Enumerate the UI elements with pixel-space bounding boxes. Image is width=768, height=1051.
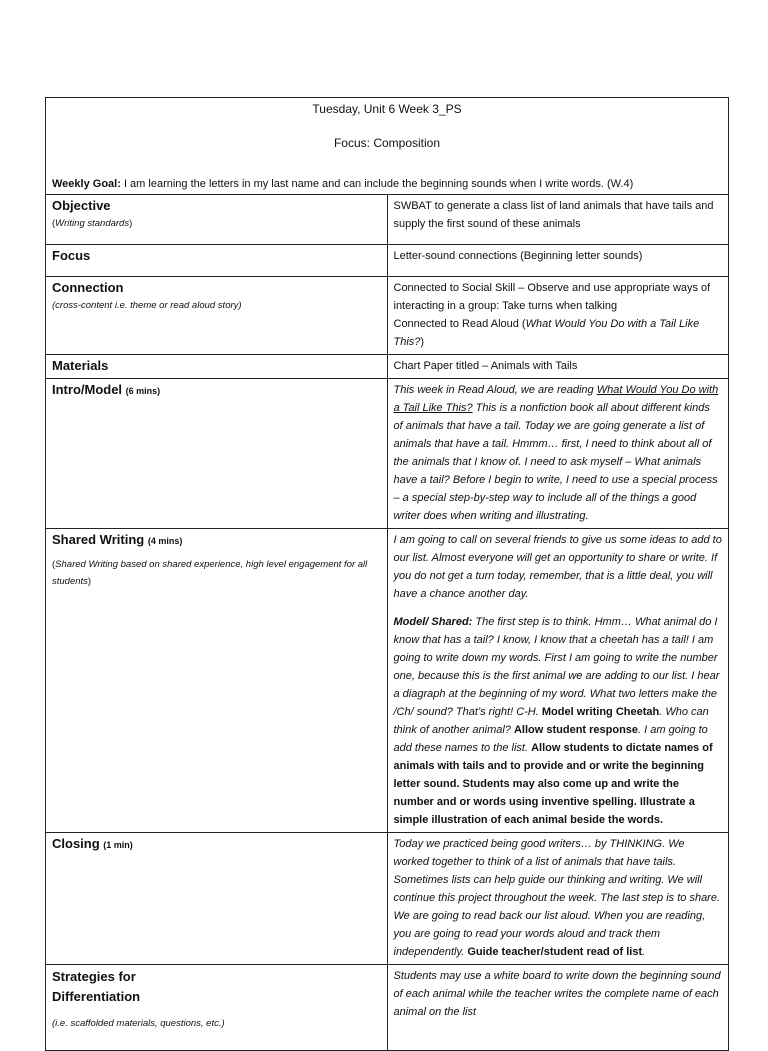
lesson-title: Tuesday, Unit 6 Week 3_PS	[312, 102, 462, 116]
lesson-plan-table	[45, 97, 729, 1051]
weekly-goal-text: I am learning the letters in my last name and can include the beginning sounds when I write words. (W.4)	[120, 178, 634, 190]
strategies-row	[46, 965, 729, 1051]
focus-text: Letter-sound connections (Beginning letter sounds)	[387, 245, 729, 277]
objective-label-cell	[46, 195, 388, 245]
objective-subtitle: (Writing standards)	[52, 218, 133, 229]
closing-duration: (1 min)	[103, 840, 133, 850]
closing-row	[46, 833, 729, 965]
materials-label-cell	[46, 355, 388, 379]
shared-writing-row	[46, 529, 729, 833]
connection-line-1: Connected to Social Skill – Observe and use appropriate ways of interacting in a group: Take turns when talking	[393, 282, 711, 312]
lesson-plan-document	[45, 97, 729, 1051]
weekly-goal	[52, 177, 722, 192]
objective-label: Objective	[52, 198, 111, 213]
intro-label: Intro/Model (6 mins)	[52, 382, 161, 397]
closing-label: Closing (1 min)	[52, 836, 133, 851]
shared-writing-para-2: Model/ Shared: The first step is to think. Hmm… What animal do I know that has a tail? I know, I know that a cheetah has a tail! I am going to write down my words. First I am going to write the number one, because this is the first animal we are adding to our list. I hear a diagraph at the beginning of my word. What two letters make the /Ch/ sound? That’s right! C-H. Model writing Cheetah. Who can think of another animal? Allow student response. I am going to add these names to the list. Allow students to dictate names of animals with tails and to provide and or write the beginning letter sound. Students may also come up and write the number and or words using inventive spelling. Illustrate a simple illustration of each animal beside the words.	[393, 616, 720, 826]
intro-label-cell	[46, 379, 388, 529]
shared-writing-duration: (4 mins)	[147, 536, 183, 546]
objective-row	[46, 195, 729, 245]
connection-text	[387, 277, 729, 355]
closing-bold: Guide teacher/student read of list	[467, 946, 643, 958]
shared-writing-subtitle: (Shared Writing based on shared experience, high level engagement for all students)	[52, 559, 368, 587]
strategies-text: Students may use a white board to write down the beginning sound of each animal while the teacher writes the complete name of each animal on the list	[387, 965, 729, 1051]
header-cell	[46, 98, 729, 195]
materials-label: Materials	[52, 358, 109, 373]
materials-text: Chart Paper titled – Animals with Tails	[387, 355, 729, 379]
shared-writing-para-1: I am going to call on several friends to give us some ideas to add to our list. Almost everyone will get an opportunity to share or write. If you do not get a turn today, remember, that is a little deal, you will have a chance another day.	[393, 534, 722, 600]
connection-label-cell	[46, 277, 388, 355]
intro-text: This week in Read Aloud, we are reading What Would You Do with a Tail Like This? This is a nonfiction book all about different kinds of animals that have a tail. Today we are going generate a list of animals that have a tail. Hmmm… first, I need to think about all of the animals that I know of. I need to ask myself – What animals have a tail? Before I begin to write, I need to use a special process – a special step-by-step way to include all of the things a good writer does when writing and illustrating.	[387, 379, 729, 529]
intro-book-title: What Would You Do with a Tail Like This?	[393, 384, 719, 414]
closing-label-cell	[46, 833, 388, 965]
strategies-label: Strategies for Differentiation	[52, 969, 141, 1004]
focus-label-cell	[46, 245, 388, 277]
intro-row	[46, 379, 729, 529]
closing-text: Today we practiced being good writers… by THINKING. We worked together to think of a list of animals that have tails. Sometimes lists can help guide our thinking and writing. We will continue this project throughout the week. The last step is to share. We are going to read back our list aloud. When you are reading, you are going to read your words aloud and track them independently. Guide teacher/student read of list.	[387, 833, 729, 965]
shared-writing-label-cell	[46, 529, 388, 833]
connection-row	[46, 277, 729, 355]
lesson-focus: Focus: Composition	[333, 136, 441, 150]
objective-text: SWBAT to generate a class list of land animals that have tails and supply the first sound of these animals	[387, 195, 729, 245]
strategies-label-cell	[46, 965, 388, 1051]
weekly-goal-label: Weekly Goal:	[52, 178, 121, 190]
focus-label: Focus	[52, 248, 91, 263]
header-row	[46, 98, 729, 195]
objective-subtitle-italic: Writing standards	[55, 218, 130, 229]
shared-writing-label: Shared Writing (4 mins)	[52, 532, 183, 547]
connection-line-2: Connected to Read Aloud (What Would You Do with a Tail Like This?)	[393, 318, 700, 348]
connection-label: Connection	[52, 280, 124, 295]
read-aloud-title: What Would You Do with a Tail Like This?	[393, 318, 700, 348]
materials-row	[46, 355, 729, 379]
connection-subtitle: (cross-content i.e. theme or read aloud story)	[52, 300, 242, 311]
intro-duration: (6 mins)	[125, 386, 161, 396]
focus-row	[46, 245, 729, 277]
shared-writing-text	[387, 529, 729, 833]
strategies-subtitle: (i.e. scaffolded materials, questions, etc.)	[52, 1018, 225, 1029]
model-shared-label: Model/ Shared:	[393, 616, 473, 628]
